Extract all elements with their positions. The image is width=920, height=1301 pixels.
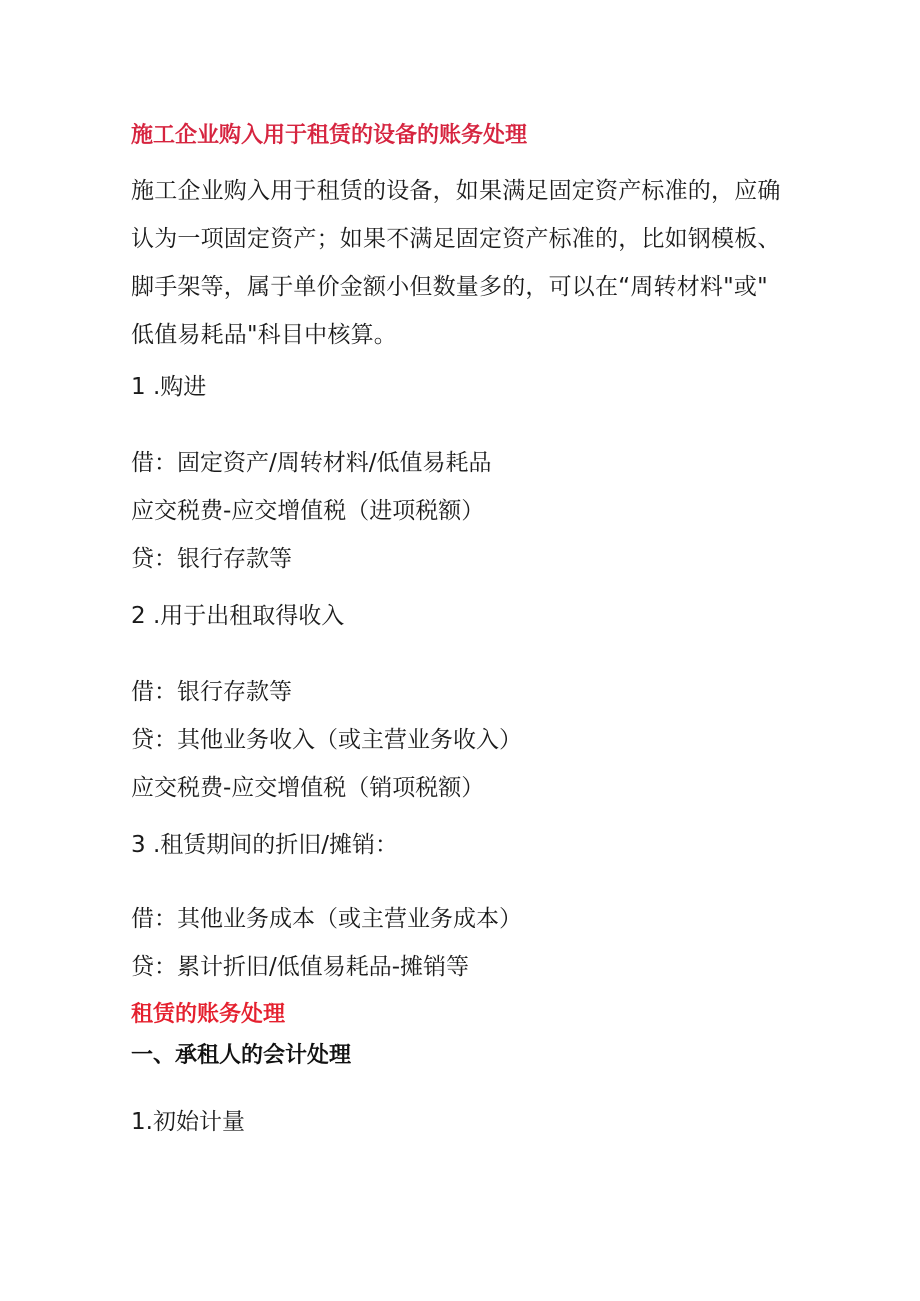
doc-title: 施工企业购入用于租赁的设备的账务处理 — [131, 123, 528, 148]
section1-heading: 1 .购进 — [131, 374, 207, 400]
initial-measure-heading: 1.初始计量 — [131, 1109, 245, 1135]
section3-heading: 3 .租赁期间的折旧/摊销： — [131, 832, 399, 858]
intro-line-3: 脚手架等，属于单价金额小但数量多的，可以在“周转材料"或" — [131, 274, 768, 300]
lessee-heading: 一、承租人的会计处理 — [131, 1043, 352, 1068]
section1-line-3: 贷：银行存款等 — [131, 546, 292, 572]
section2-line-3: 应交税费-应交增值税（销项税额） — [131, 775, 485, 801]
section2-line-2: 贷：其他业务收入（或主营业务收入） — [131, 727, 522, 753]
section2-heading: 2 .用于出租取得收入 — [131, 603, 345, 629]
intro-line-4: 低值易耗品"科目中核算。 — [131, 322, 397, 348]
section3-line-1: 借：其他业务成本（或主营业务成本） — [131, 906, 522, 932]
section1-line-2: 应交税费-应交增值税（进项税额） — [131, 498, 485, 524]
intro-line-2: 认为一项固定资产；如果不满足固定资产标准的，比如钢模板、 — [131, 226, 781, 252]
section1-line-1: 借：固定资产/周转材料/低值易耗品 — [131, 450, 492, 476]
intro-line-1: 施工企业购入用于租赁的设备，如果满足固定资产标准的，应确 — [131, 178, 781, 204]
section2-line-1: 借：银行存款等 — [131, 679, 292, 705]
intro-paragraph — [131, 167, 791, 359]
section3-line-2: 贷：累计折旧/低值易耗品-摊销等 — [131, 954, 470, 980]
lease-title: 租赁的账务处理 — [131, 1002, 286, 1027]
